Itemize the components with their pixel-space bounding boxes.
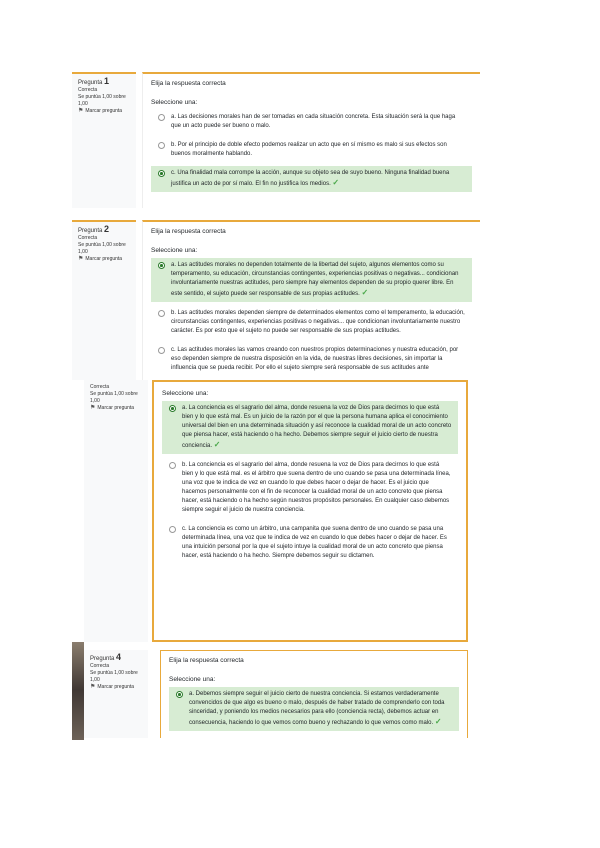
flag-question-link[interactable]: ⚑ Marcar pregunta <box>78 256 123 262</box>
question-card-2 <box>72 220 480 380</box>
question-score: Se puntúa 1,00 sobre 1,00 <box>90 670 138 683</box>
answer-option-correct[interactable]: c. Una finalidad mala corrompe la acción, aunque su objeto sea de suyo bueno. Ninguna finalidad buena justifica un acto de por sí malo. El fin no justifica los medios. ✓ <box>151 166 472 192</box>
question-info-3 <box>84 380 148 642</box>
answer-option[interactable]: c. La conciencia es como un árbitro, una campanita que suena dentro de uno cuando se pasa una determinada línea, una voz que te indica de vez en cuando lo que debes hacer o dejar de hacer. Es una intuición personal por la que el sujeto intuye la cualidad moral de un acto concreto que piensa hacer, está haciendo o ha hecho. Siempre debemos seguir su dictamen. <box>162 522 458 564</box>
radio-button[interactable] <box>158 347 165 354</box>
check-icon: ✓ <box>213 440 221 449</box>
question-content-4 <box>160 650 468 738</box>
answer-option-correct[interactable]: a. Debemos siempre seguir el juicio cierto de nuestra conciencia. Si estamos verdaderamente convencidos de que algo es bueno o malo, después de haber tratado de comprenderlo con toda sinceridad, y poniendo los medios necesarios para ello (conciencia recta), debemos actuar en consecuencia, haciendo lo que vemos como bueno y rechazando lo que vemos como malo. ✓ <box>169 687 459 731</box>
question-score: Se puntúa 1,00 sobre 1,00 <box>90 391 138 404</box>
flag-question-link[interactable]: ⚑ Marcar pregunta <box>90 684 135 690</box>
question-status: Correcta <box>78 235 98 241</box>
radio-button[interactable] <box>158 310 165 317</box>
answer-option[interactable]: b. La conciencia es el sagrario del alma, donde resuena la voz de Dios para decirnos lo que está bien y lo que está mal. es el árbitro que suena dentro de uno cuando se pasa una determinada línea, una voz que te indica de vez en cuando lo que debes hacer o dejar de hacer. Es el juicio que hacemos personalmente con el fin de reconocer la cualidad moral de un acto concreto que piensa hacer, está haciendo o ha hecho según nuestros propósitos personales. En cualquier caso debemos siempre seguir el juicio de nuestra conciencia. <box>162 458 458 518</box>
radio-button[interactable] <box>158 170 165 177</box>
answer-option[interactable]: a. Las decisiones morales han de ser tomadas en cada situación concreta. Esta situación será la que haga que un acto puede ser bueno o malo. <box>151 110 472 134</box>
check-icon: ✓ <box>361 288 369 297</box>
question-number: Pregunta 4 <box>90 652 122 662</box>
question-content-1 <box>142 72 480 208</box>
answer-option[interactable]: b. Las actitudes morales dependen siempre de determinados elementos como el temperamento, la educación, circunstancias contingentes, experiencias positivas o negativas... que condicionan involuntariamente nuestro carácter. Es por esto que el sujeto no puede ser responsable de sus propias actitudes. <box>151 306 472 339</box>
question-status: Correcta <box>90 663 110 669</box>
radio-button[interactable] <box>169 405 176 412</box>
question-prompt: Elija la respuesta correcta <box>151 228 226 235</box>
radio-button[interactable] <box>158 114 165 121</box>
question-prompt: Elija la respuesta correcta <box>151 80 226 87</box>
question-score: Se puntúa 1,00 sobre 1,00 <box>78 242 126 255</box>
question-number: Pregunta 1 <box>78 76 110 86</box>
flag-icon: ⚑ <box>90 405 96 411</box>
question-info-4 <box>84 650 148 738</box>
question-content-3 <box>152 380 468 642</box>
answer-option[interactable]: b. Por el principio de doble efecto podemos realizar un acto que en sí mismo es malo si sus efectos son buenos moralmente hablando. <box>151 138 472 162</box>
check-icon: ✓ <box>434 717 442 726</box>
question-number: Pregunta 2 <box>78 224 110 234</box>
radio-button[interactable] <box>158 142 165 149</box>
question-card-1 <box>72 72 480 208</box>
flag-question-link[interactable]: ⚑ Marcar pregunta <box>78 108 123 114</box>
question-status: Correcta <box>90 384 110 390</box>
select-one-label: Seleccione una: <box>169 676 216 683</box>
answer-option[interactable]: c. Las actitudes morales las vamos creando con nuestros propios determinaciones y nuestra educación, por eso dependen siempre de nuestra disposición en la vida, de nuestras libres decisiones, sin importar la influencia que se pueda recibir. Por ello el sujeto siempre será responsable de sus actitudes ante <box>151 343 472 376</box>
flag-question-link[interactable]: ⚑ Marcar pregunta <box>90 405 135 411</box>
question-score: Se puntúa 1,00 sobre 1,00 <box>78 94 126 107</box>
radio-button[interactable] <box>169 526 176 533</box>
question-card-4 <box>84 650 468 738</box>
select-one-label: Seleccione una: <box>151 247 198 254</box>
question-status: Correcta <box>78 87 98 93</box>
radio-button[interactable] <box>176 691 183 698</box>
question-prompt: Elija la respuesta correcta <box>169 657 244 664</box>
select-one-label: Seleccione una: <box>162 390 209 397</box>
flag-icon: ⚑ <box>78 108 84 114</box>
question-content-2 <box>142 220 480 380</box>
select-one-label: Seleccione una: <box>151 99 198 106</box>
flag-icon: ⚑ <box>90 684 96 690</box>
answer-option-correct[interactable]: a. La conciencia es el sagrario del alma, donde resuena la voz de Dios para decirnos lo que está bien y lo que está mal. Es un juicio de la razón por el que la persona humana aplica el conocimiento universal del bien en una determinada situación y así reconoce la cualidad moral de un acto concreto que piensa hacer, está haciendo o ha hecho. Debemos siempre seguir el juicio cierto de nuestra conciencia. ✓ <box>162 401 458 454</box>
answer-option-correct[interactable]: a. Las actitudes morales no dependen totalmente de la libertad del sujeto, algunos elementos como su temperamento, su educación, circunstancias contingentes, experiencias positivas o negativas... condicionan involuntariamente nuestras actitudes, pero siempre hay elementos dependen de su propio querer libre. En este sentido, el sujeto puede ser responsable de sus propias actitudes. ✓ <box>151 258 472 302</box>
question-info-1 <box>72 72 136 208</box>
flag-icon: ⚑ <box>78 256 84 262</box>
question-card-3 <box>72 380 468 642</box>
question-info-2 <box>72 220 136 380</box>
check-icon: ✓ <box>332 178 340 187</box>
radio-button[interactable] <box>169 462 176 469</box>
radio-button[interactable] <box>158 262 165 269</box>
